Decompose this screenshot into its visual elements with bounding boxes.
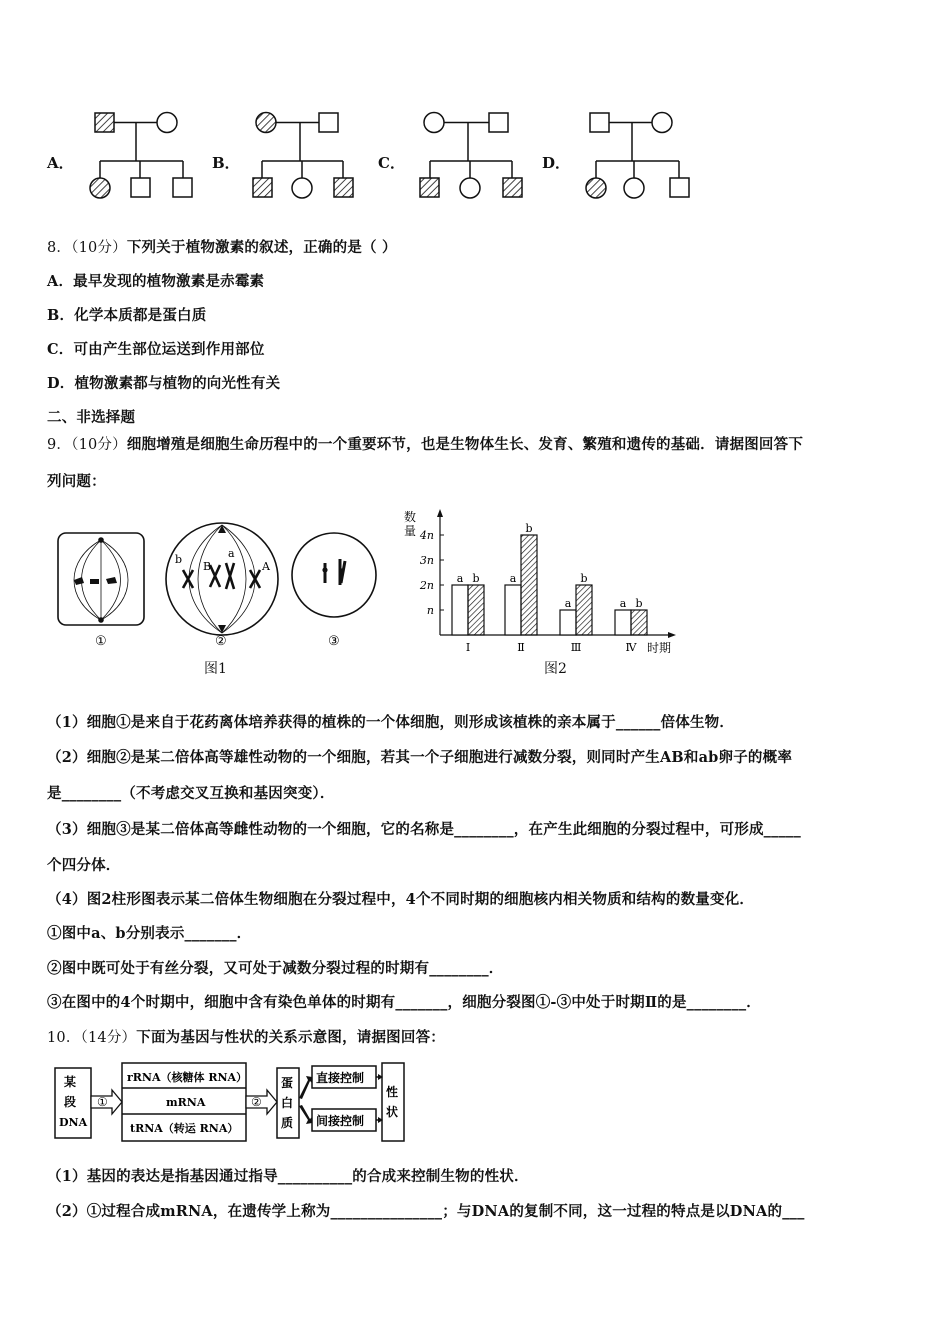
mrna-label: mRNA xyxy=(166,1096,206,1109)
bar-label-a: a xyxy=(564,597,572,610)
q9-part3-cont: 个四分体． xyxy=(47,857,121,874)
bar-label-b: b xyxy=(580,572,588,585)
q10-part1: （1）基因的表达是指基因通过指导__________的合成来控制生物的性状． xyxy=(47,1168,529,1185)
q8-option-d: D．植物激素都与植物的向光性有关 xyxy=(47,375,281,392)
q9-part4: （4）图2柱形图表示某二倍体生物细胞在分裂过程中，4个不同时期的细胞核内相关物质和结构的数量变化． xyxy=(47,891,755,908)
dna-char-2: 段 xyxy=(64,1095,77,1109)
rrna-label: rRNA（核糖体 RNA） xyxy=(127,1071,248,1084)
option-c-label: C． xyxy=(378,154,405,172)
x-tick-label: Ⅱ xyxy=(517,641,525,654)
figure-1-caption: 图1 xyxy=(204,661,227,677)
y-tick-label: n xyxy=(426,604,434,617)
trait-char-2: 状 xyxy=(386,1105,399,1119)
y-tick-label: 2n xyxy=(419,579,434,592)
arrow-direct xyxy=(299,1076,312,1099)
fig1-label-1: ① xyxy=(95,634,107,649)
q9-part4-3: ③在图中的4个时期中，细胞中含有染色单体的时期有_______，细胞分裂图①-③中处于时期Ⅱ的是________． xyxy=(47,994,761,1011)
q9-stem-cont: 列问题： xyxy=(47,473,106,490)
q8-option-c: C．可由产生部位运送到作用部位 xyxy=(47,341,265,358)
option-d-label: D． xyxy=(542,154,571,172)
bar-a-1 xyxy=(452,585,468,635)
x-tick-label: Ⅲ xyxy=(570,641,582,654)
cell-2 xyxy=(166,523,278,635)
protein-char-2: 白 xyxy=(281,1096,294,1110)
y-axis-arrow xyxy=(437,509,443,517)
trna-label: tRNA（转运 RNA） xyxy=(130,1122,239,1135)
bar-b-4 xyxy=(631,610,647,635)
q9-part3: （3）细胞③是某二倍体高等雌性动物的一个细胞，它的名称是________，在产生此细胞的分裂过程中，可形成_____ xyxy=(47,821,801,838)
direct-control-label: 直接控制 xyxy=(316,1071,365,1085)
q10-part2: （2）①过程合成mRNA，在遗传学上称为_______________；与DNA的复制不同，这一过程的特点是以DNA的___ xyxy=(47,1203,805,1220)
bar-label-a: a xyxy=(456,572,464,585)
protein-char-3: 质 xyxy=(281,1116,294,1130)
bar-label-a: a xyxy=(619,597,627,610)
figure-1-cells xyxy=(50,515,390,660)
bar-label-b: b xyxy=(635,597,643,610)
fig1-letter-B: B xyxy=(203,560,212,573)
q9-stem: 9．（10分）细胞增殖是细胞生命历程中的一个重要环节，也是生物体生长、发育、繁殖和遗传的基础．请据图回答下 xyxy=(47,436,804,453)
figure-2-caption: 图2 xyxy=(544,661,567,677)
x-axis-label: 时期 xyxy=(647,641,672,655)
step-2-label: ② xyxy=(251,1095,262,1109)
dna-char-1: 某 xyxy=(64,1075,77,1089)
q9-part1: （1）细胞①是来自于花药离体培养获得的植株的一个体细胞，则形成该植株的亲本属于______倍体生物． xyxy=(47,714,735,731)
x-tick-label: Ⅰ xyxy=(465,641,471,654)
bar-a-3 xyxy=(560,610,576,635)
cell-3 xyxy=(292,533,376,617)
q9-part2-cont: 是________（不考虑交叉互换和基因突变）． xyxy=(47,785,335,802)
fig1-letter-a: a xyxy=(228,547,235,560)
cell-1 xyxy=(58,533,144,625)
bar-label-b: b xyxy=(472,572,480,585)
q8-option-b: B．化学本质都是蛋白质 xyxy=(47,307,207,324)
q9-part4-1: ①图中a、b分别表示_______． xyxy=(47,925,252,942)
y-axis-label-2: 量 xyxy=(404,524,417,538)
x-tick-label: Ⅳ xyxy=(625,641,637,654)
pedigree-options xyxy=(0,100,950,210)
pedigree-b xyxy=(253,113,353,199)
y-axis-label-1: 数 xyxy=(404,510,417,524)
bar-a-4 xyxy=(615,610,631,635)
q8-stem: 8．（10分）下列关于植物激素的叙述，正确的是（ ） xyxy=(47,239,397,256)
bar-label-a: a xyxy=(509,572,517,585)
q8-option-a: A．最早发现的植物激素是赤霉素 xyxy=(47,273,265,290)
bar-b-3 xyxy=(576,585,592,635)
fig1-label-2: ② xyxy=(215,634,227,649)
q9-part2: （2）细胞②是某二倍体高等雄性动物的一个细胞，若其一个子细胞进行减数分裂，则同时产生AB和ab卵子的概率 xyxy=(47,749,793,766)
y-tick-label: 4n xyxy=(419,529,434,542)
option-a-label: A． xyxy=(47,154,74,172)
bar-b-2 xyxy=(521,535,537,635)
trait-char-1: 性 xyxy=(386,1085,399,1099)
gene-trait-diagram xyxy=(50,1058,410,1146)
pedigree-c xyxy=(420,113,522,199)
pedigree-a xyxy=(90,113,192,199)
arrow-indirect xyxy=(299,1105,312,1124)
fig1-label-3: ③ xyxy=(328,634,340,649)
indirect-control-label: 间接控制 xyxy=(316,1114,365,1128)
step-1-label: ① xyxy=(97,1095,108,1109)
figure-2-chart xyxy=(400,505,690,655)
fig1-letter-A: A xyxy=(262,560,270,573)
section-heading: 二、非选择题 xyxy=(47,409,136,426)
trait-box xyxy=(382,1063,404,1141)
bar-b-1 xyxy=(468,585,484,635)
fig1-letter-b: b xyxy=(175,553,183,566)
bar-a-2 xyxy=(505,585,521,635)
dna-char-3: DNA xyxy=(59,1116,88,1129)
q9-part4-2: ②图中既可处于有丝分裂，又可处于减数分裂过程的时期有________． xyxy=(47,960,504,977)
y-tick-label: 3n xyxy=(419,554,434,567)
pedigree-d xyxy=(586,113,689,199)
option-b-label: B． xyxy=(212,154,240,172)
protein-char-1: 蛋 xyxy=(281,1076,294,1090)
q10-stem: 10．（14分）下面为基因与性状的关系示意图，请据图回答： xyxy=(47,1029,445,1046)
x-axis-arrow xyxy=(668,632,676,638)
bar-label-b: b xyxy=(525,522,533,535)
